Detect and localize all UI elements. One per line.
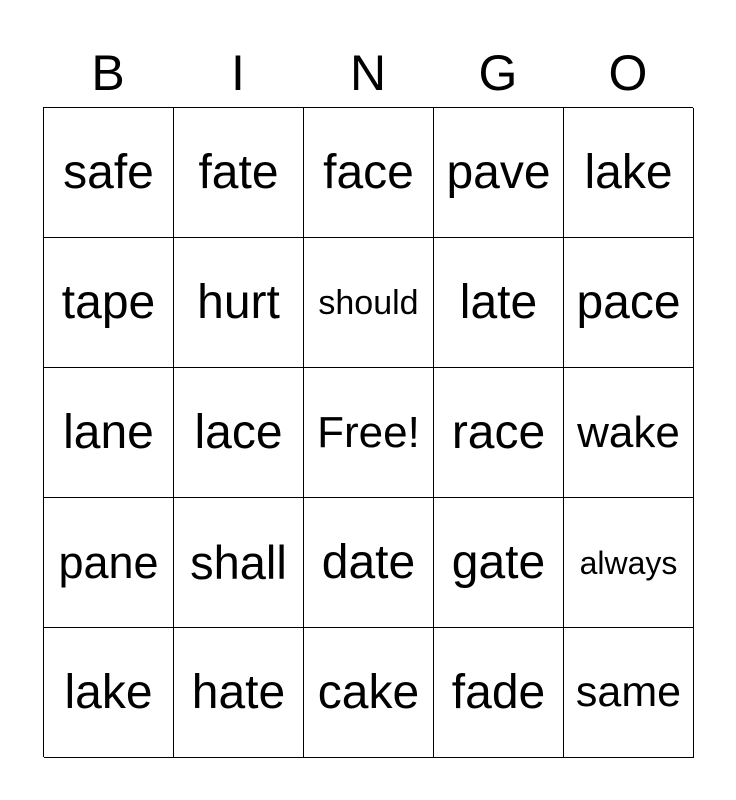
bingo-cell: safe <box>44 108 174 238</box>
bingo-cell: shall <box>174 498 304 628</box>
bingo-cell: cake <box>304 628 434 758</box>
header-letter-b: B <box>91 45 125 101</box>
bingo-cell: lake <box>564 108 694 238</box>
bingo-cell: gate <box>434 498 564 628</box>
header-letter-g: G <box>478 45 518 101</box>
bingo-cell: pane <box>44 498 174 628</box>
bingo-cell: always <box>564 498 694 628</box>
header-letter-n: N <box>349 45 387 101</box>
bingo-cell: wake <box>564 368 694 498</box>
bingo-cell: tape <box>44 238 174 368</box>
free-space-cell: Free! <box>304 368 434 498</box>
bingo-cell: late <box>434 238 564 368</box>
bingo-cell: date <box>304 498 434 628</box>
bingo-header <box>43 40 693 106</box>
bingo-cell: lake <box>44 628 174 758</box>
bingo-cell: lane <box>44 368 174 498</box>
bingo-cell: lace <box>174 368 304 498</box>
bingo-board <box>43 107 693 757</box>
bingo-cell: should <box>304 238 434 368</box>
bingo-cell: same <box>564 628 694 758</box>
bingo-cell: fade <box>434 628 564 758</box>
header-letter-i: I <box>231 45 245 101</box>
bingo-cell: fate <box>174 108 304 238</box>
header-letter-o: O <box>608 45 648 101</box>
bingo-cell: race <box>434 368 564 498</box>
bingo-cell: pace <box>564 238 694 368</box>
bingo-cell: hate <box>174 628 304 758</box>
bingo-cell: hurt <box>174 238 304 368</box>
bingo-cell: pave <box>434 108 564 238</box>
bingo-cell: face <box>304 108 434 238</box>
